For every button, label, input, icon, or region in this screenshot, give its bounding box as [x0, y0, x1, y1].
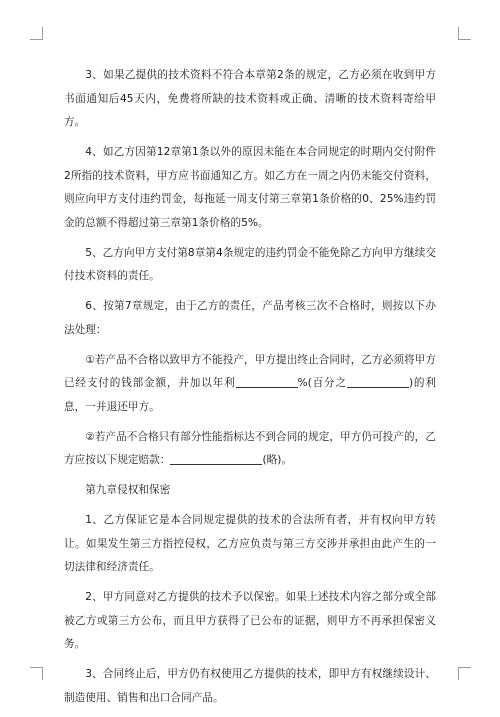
paragraph-ch9-clause-3: 3、合同终止后，甲方仍有权使用乙方提供的技术，即甲方有权继续设计、制造使用、销售和出口合同产品。 [64, 668, 436, 704]
crop-mark-bottom-right [458, 667, 471, 680]
crop-mark-bottom-left [30, 667, 43, 680]
paragraph-clause-5: 5、乙方向甲方支付第8章第4条规定的违约罚金不能免除乙方向甲方继续交付技术资料的责任。 [64, 246, 436, 282]
paragraph-clause-3: 3、如果乙提供的技术资料不符合本章第2条的规定，乙方必须在收到甲方书面通知后45天内，免费将所缺的技术资料或正确、清晰的技术资料寄给甲方。 [64, 69, 436, 128]
paragraph-clause-4: 4、如乙方因第12章第1条以外的原因未能在本合同规定的时期内交付附件2所指的技术资料，甲方应书面通知乙方。如乙方在一周之内仍未能交付资料，则应向甲方支付违约罚金，每拖延一周支付第三章第1条价格的0、25%违约罚金的总额不得超过第三章第1条价格的5%。 [64, 146, 436, 229]
fill-blank-compensation [170, 453, 262, 465]
crop-mark-top-right [458, 27, 471, 40]
document-page [64, 64, 436, 717]
paragraph-clause-6: 6、按第7章规定，由于乙方的责任，产品考核三次不合格时，则按以下办法处理： [64, 300, 436, 336]
paragraph-ch9-clause-2: 2、甲方同意对乙方提供的技术予以保密。如果上述技术内容之部分或全部被乙方或第三方公布，而且甲方获得了已公布的证据，则甲方不再承担保密义务。 [64, 591, 436, 650]
paragraph-ch9-clause-1: 1、乙方保证它是本合同规定提供的技术的合法所有者，并有权向甲方转让。如果发生第三方指控侵权，乙方应负责与第三方交涉并承担由此产生的一切法律和经济责任。 [64, 514, 436, 573]
paragraph-item-2 [64, 426, 436, 473]
item-1-text-b: %(百分之 [297, 377, 347, 389]
paragraph-item-1 [64, 349, 436, 420]
item-2-text-b: (略)。 [262, 454, 293, 466]
item-1-text-c: )的利息，一并退还甲方。 [64, 377, 436, 413]
fill-blank-interest-rate [236, 376, 298, 388]
item-1-text-a: ①若产品不合格以致甲方不能投产，甲方提出终止合同时，乙方必须将甲方已经支付的钱部金额，并加以年利 [64, 353, 436, 389]
chapter-title: 第九章侵权和保密 [85, 484, 171, 496]
fill-blank-percent-words [347, 376, 409, 388]
crop-mark-top-left [30, 27, 43, 40]
item-2-text-a: ②若产品不合格只有部分性能指标达不到合同的规定，甲方仍可投产的，乙方应按以下规定赔款： [64, 430, 436, 466]
